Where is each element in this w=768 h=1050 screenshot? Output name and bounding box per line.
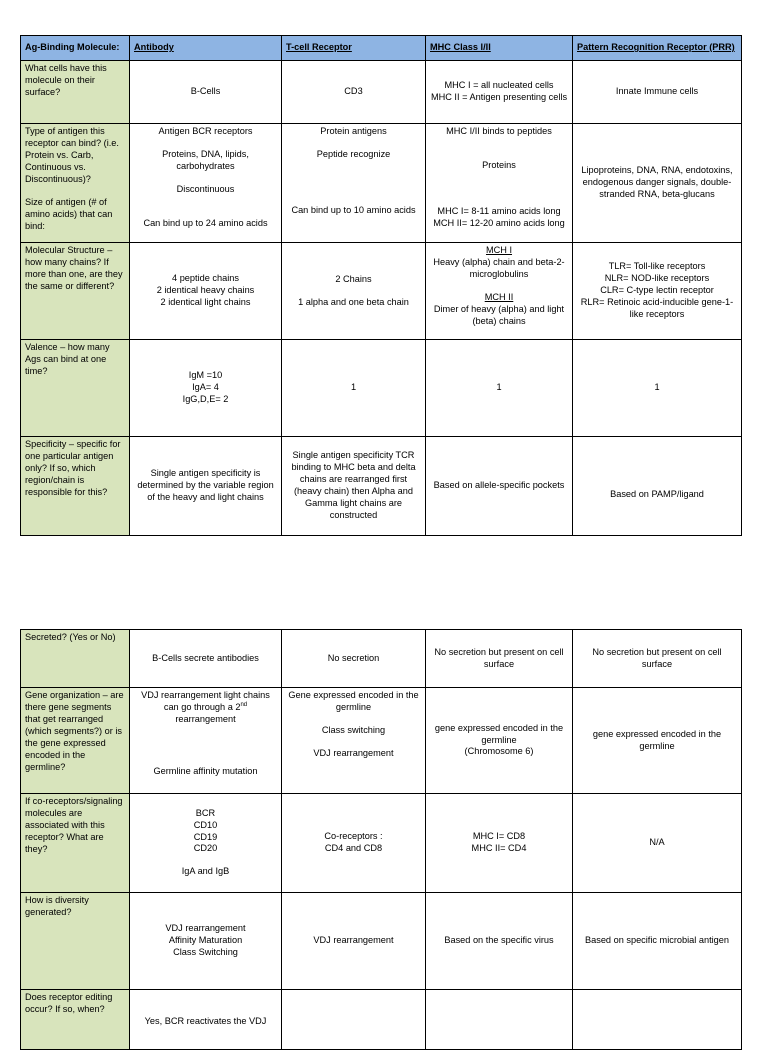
question-cell: Molecular Structure – how many chains? If more than one, are they the same or different? — [21, 243, 130, 340]
question-cell: Secreted? (Yes or No) — [21, 630, 130, 688]
tcr-cell: Protein antigens Peptide recognize Can bind up to 10 amino acids — [282, 124, 426, 243]
tcr-cell: No secretion — [282, 630, 426, 688]
mhc-cell: Based on allele-specific pockets — [426, 437, 573, 536]
comparison-table-bottom — [20, 629, 742, 1050]
header-antibody: Antibody — [130, 36, 282, 61]
tcr-cell: 2 Chains 1 alpha and one beta chain — [282, 243, 426, 340]
prr-cell: gene expressed encoded in the germline — [573, 688, 742, 794]
tcr-cell: VDJ rearrangement — [282, 893, 426, 990]
mhc-cell: No secretion but present on cell surface — [426, 630, 573, 688]
tcr-cell: CD3 — [282, 61, 426, 124]
header-mhc-class: MHC Class I/II — [426, 36, 573, 61]
question-cell: How is diversity generated? — [21, 893, 130, 990]
table-row — [21, 990, 742, 1050]
antibody-cell: Antigen BCR receptors Proteins, DNA, lipids, carbohydrates Discontinuous Can bind up to 24 amino acids — [130, 124, 282, 243]
tcr-cell: 1 — [282, 340, 426, 437]
mhc-cell: MHC I = all nucleated cells MHC II = Antigen presenting cells — [426, 61, 573, 124]
tcr-cell: Gene expressed encoded in the germline Class switching VDJ rearrangement — [282, 688, 426, 794]
question-cell: What cells have this molecule on their surface? — [21, 61, 130, 124]
prr-cell: Based on PAMP/ligand — [573, 437, 742, 536]
question-cell: Does receptor editing occur? If so, when? — [21, 990, 130, 1050]
question-cell: Type of antigen this receptor can bind? (i.e. Protein vs. Carb, Continuous vs. Discontinuous)? Size of antigen (# of amino acids) that can bind: — [21, 124, 130, 243]
antibody-cell: VDJ rearrangement Affinity Maturation Class Switching — [130, 893, 282, 990]
prr-cell: Based on specific microbial antigen — [573, 893, 742, 990]
mhc-cell: MCH I Heavy (alpha) chain and beta-2-microglobulins MCH II Dimer of heavy (alpha) and light (beta) chains — [426, 243, 573, 340]
prr-cell: TLR= Toll-like receptors NLR= NOD-like receptors CLR= C-type lectin receptor RLR= Retinoic acid-inducible gene-1-like receptors — [573, 243, 742, 340]
antibody-cell: Yes, BCR reactivates the VDJ — [130, 990, 282, 1050]
header-ag-binding-molecule: Ag-Binding Molecule: — [21, 36, 130, 61]
antibody-cell: Single antigen specificity is determined by the variable region of the heavy and light chains — [130, 437, 282, 536]
question-cell: Gene organization – are there gene segments that get rearranged (which segments?) or is the gene expressed encoded in the germline? — [21, 688, 130, 794]
mhc-cell: 1 — [426, 340, 573, 437]
table-row — [21, 630, 742, 688]
antibody-cell: BCR CD10 CD19 CD20 IgA and IgB — [130, 794, 282, 893]
prr-cell — [573, 990, 742, 1050]
prr-cell: N/A — [573, 794, 742, 893]
table-header-row — [21, 36, 742, 61]
mhc-cell: MHC I/II binds to peptides Proteins MHC I= 8-11 amino acids long MCH II= 12-20 amino acids long — [426, 124, 573, 243]
table-row — [21, 794, 742, 893]
header-t-cell-receptor: T-cell Receptor — [282, 36, 426, 61]
antibody-cell: 4 peptide chains 2 identical heavy chains 2 identical light chains — [130, 243, 282, 340]
table-row — [21, 893, 742, 990]
question-cell: Valence – how many Ags can bind at one time? — [21, 340, 130, 437]
comparison-table-top — [20, 35, 742, 536]
mhc-cell: gene expressed encoded in the germline (Chromosome 6) — [426, 688, 573, 794]
antibody-cell: B-Cells secrete antibodies — [130, 630, 282, 688]
mhc-cell — [426, 990, 573, 1050]
tcr-cell: Single antigen specificity TCR binding to MHC beta and delta chains are rearranged first (heavy chain) then Alpha and Gamma light chains are constructed — [282, 437, 426, 536]
table-row — [21, 437, 742, 536]
question-cell: If co-receptors/signaling molecules are associated with this receptor? What are they? — [21, 794, 130, 893]
prr-cell: 1 — [573, 340, 742, 437]
tcr-cell: Co-receptors : CD4 and CD8 — [282, 794, 426, 893]
table-row — [21, 124, 742, 243]
prr-cell: No secretion but present on cell surface — [573, 630, 742, 688]
tcr-cell — [282, 990, 426, 1050]
mhc-cell: MHC I= CD8 MHC II= CD4 — [426, 794, 573, 893]
mhc-cell: Based on the specific virus — [426, 893, 573, 990]
prr-cell: Innate Immune cells — [573, 61, 742, 124]
table-row — [21, 340, 742, 437]
antibody-cell: IgM =10 IgA= 4 IgG,D,E= 2 — [130, 340, 282, 437]
prr-cell: Lipoproteins, DNA, RNA, endotoxins, endogenous danger signals, double-stranded RNA, beta-glucans — [573, 124, 742, 243]
antibody-cell: B-Cells — [130, 61, 282, 124]
table-row — [21, 61, 742, 124]
antibody-cell: VDJ rearrangement light chains can go through a 2nd rearrangement Germline affinity mutation — [130, 688, 282, 794]
header-prr: Pattern Recognition Receptor (PRR) — [573, 36, 742, 61]
table-row — [21, 688, 742, 794]
table-row — [21, 243, 742, 340]
question-cell: Specificity – specific for one particular antigen only? If so, which region/chain is responsible for this? — [21, 437, 130, 536]
